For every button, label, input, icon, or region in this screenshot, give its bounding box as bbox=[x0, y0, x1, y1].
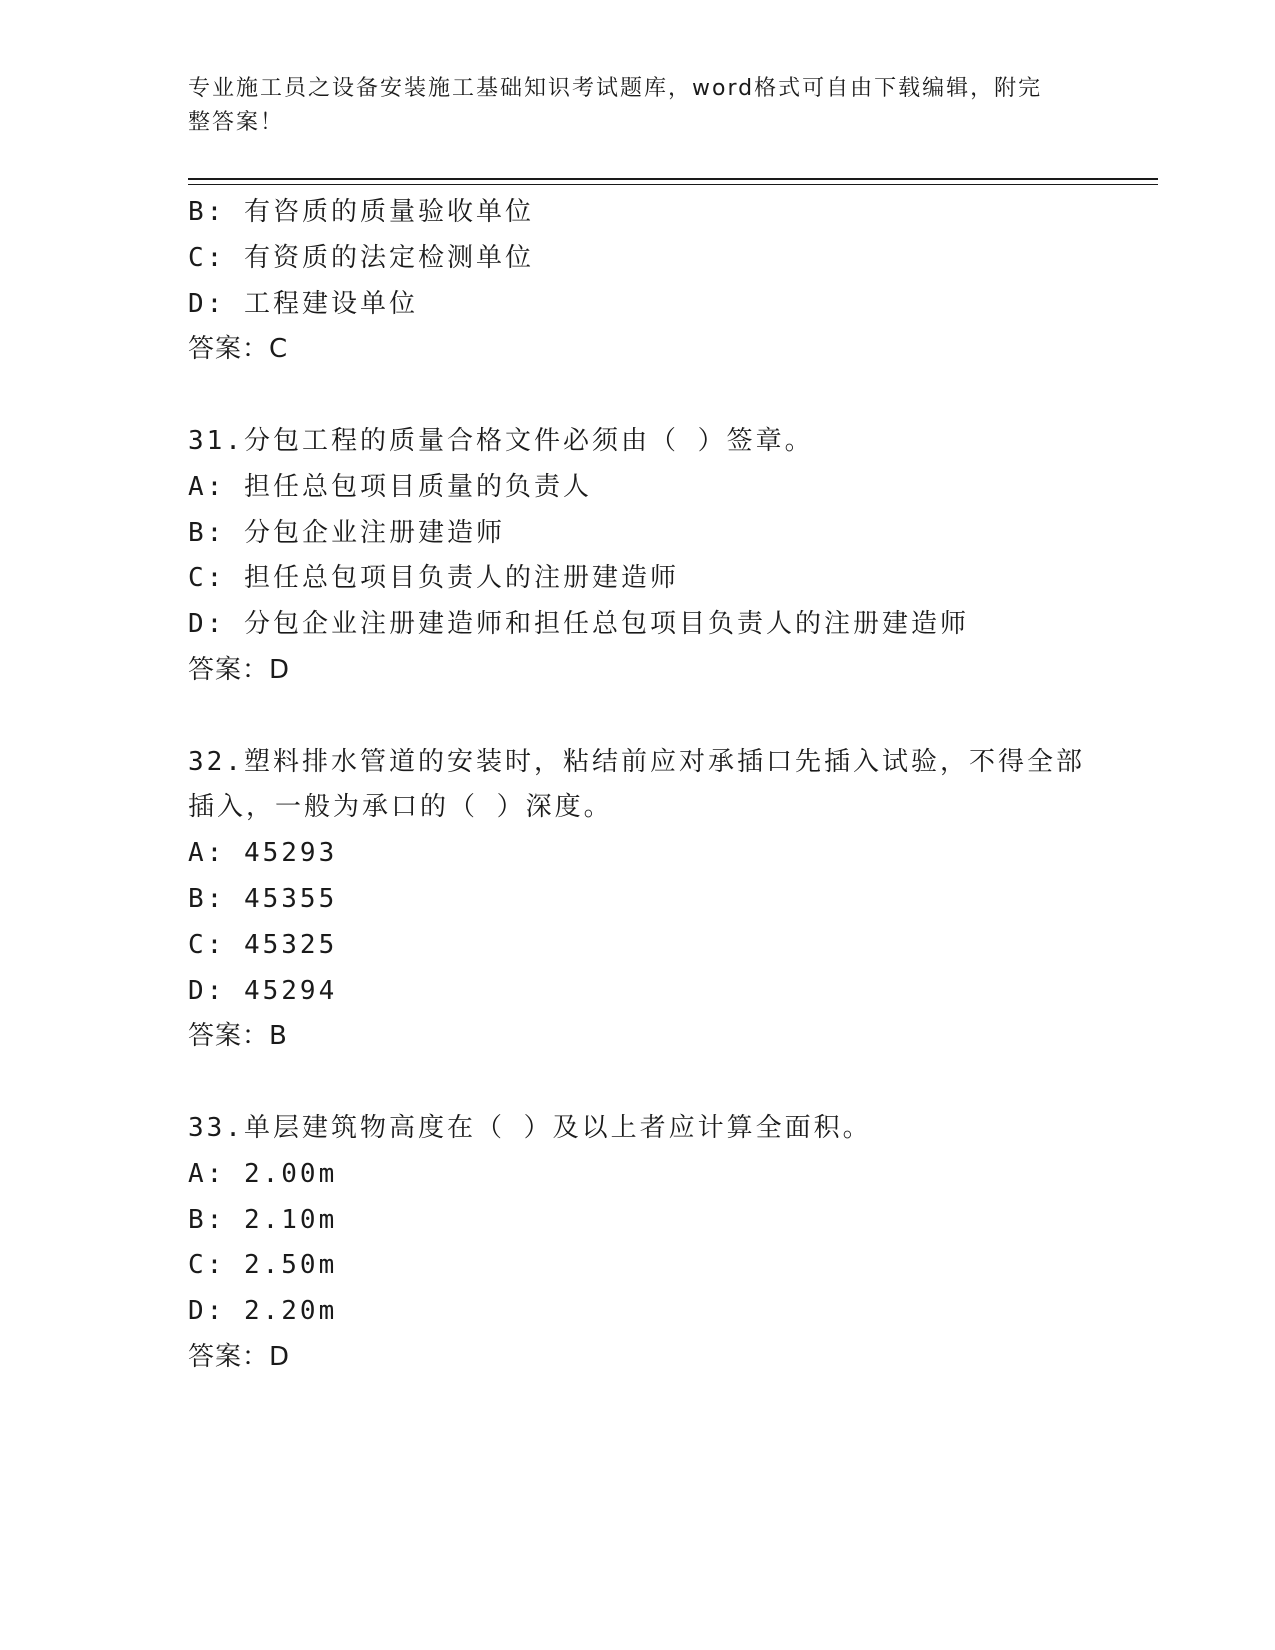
question-list bbox=[188, 190, 1088, 1381]
question-32 bbox=[188, 740, 1088, 1061]
question-text-line-2: 插入，一般为承口的（ ）深度。 bbox=[188, 792, 613, 823]
option-b: B: 2.10m bbox=[188, 1204, 338, 1235]
answer-line: 答案：D bbox=[188, 654, 291, 685]
option-c: C: 45325 bbox=[188, 929, 338, 960]
question-31 bbox=[188, 419, 1088, 694]
header-line-1: 专业施工员之设备安装施工基础知识考试题库，word格式可自由下载编辑，附完 bbox=[188, 76, 1043, 101]
option-d: D: 2.20m bbox=[188, 1296, 338, 1327]
spacer bbox=[188, 694, 1088, 740]
answer-line: 答案：D bbox=[188, 1341, 291, 1372]
option-d: D: 分包企业注册建造师和担任总包项目负责人的注册建造师 bbox=[188, 609, 969, 640]
option-a: A: 担任总包项目质量的负责人 bbox=[188, 471, 592, 502]
question-text-line-1: 32.塑料排水管道的安装时，粘结前应对承插口先插入试验，不得全部 bbox=[188, 746, 1085, 777]
option-b: B: 分包企业注册建造师 bbox=[188, 517, 505, 548]
question-text: 31.分包工程的质量合格文件必须由（ ）签章。 bbox=[188, 425, 814, 456]
option-b: B: 45355 bbox=[188, 883, 338, 914]
option-c: C: 有资质的法定检测单位 bbox=[188, 242, 534, 273]
spacer bbox=[188, 373, 1088, 419]
option-d: D: 45294 bbox=[188, 975, 338, 1006]
option-c: C: 担任总包项目负责人的注册建造师 bbox=[188, 563, 679, 594]
answer-line: 答案：C bbox=[188, 334, 289, 365]
header-line-2: 整答案！ bbox=[188, 110, 285, 135]
header-divider-thin bbox=[188, 184, 1158, 185]
option-a: A: 45293 bbox=[188, 838, 338, 869]
question-33 bbox=[188, 1106, 1088, 1381]
option-c: C: 2.50m bbox=[188, 1250, 338, 1281]
option-b: B: 有咨质的质量验收单位 bbox=[188, 197, 534, 227]
option-d: D: 工程建设单位 bbox=[188, 288, 418, 319]
spacer bbox=[188, 1060, 1088, 1106]
header-divider-thick bbox=[188, 178, 1158, 180]
question-30-continued bbox=[188, 190, 1088, 373]
document-header bbox=[188, 72, 1088, 140]
option-a: A: 2.00m bbox=[188, 1158, 338, 1189]
question-text: 33.单层建筑物高度在（ ）及以上者应计算全面积。 bbox=[188, 1112, 872, 1143]
answer-line: 答案：B bbox=[188, 1021, 288, 1052]
